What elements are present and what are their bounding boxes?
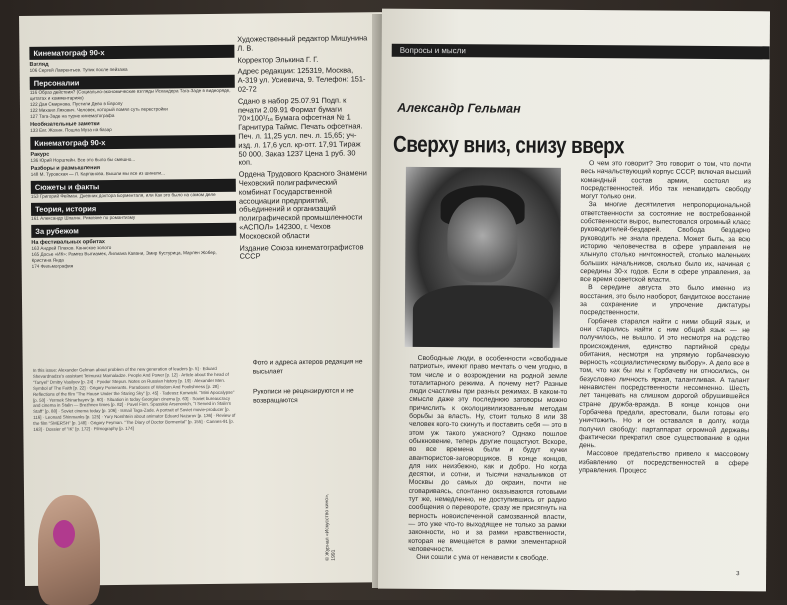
toc-entry: 174 Фильмография [31,263,74,269]
article-author: Александр Гельман [397,100,521,116]
toc-entry: 127 Тага-Заде на турне кинематографа [30,112,115,119]
imprint-line: Сдано в набор 25.07.91 Подп. к печати 2.09.91 Формат бумаги 70×100¹/₁₆ Бумага офсетная № 1 Гарнитура Таймс. Печать офсетная. Печ. л. 11,25 усл. печ. л. 15,65; уч-изд. л. 17,6 усл. кр-отт. 17,91 Тираж 50 000. Заказ 1237 Цена 1 руб. 30 коп. [237,95,363,168]
union-publisher: Издание Союза кинематографистов СССР [239,241,364,262]
paragraph: За многие десятилетия непропорциональной ответственности за состояние не востребованной собственности вырос, выпестовался огромный класс руководителей-бездарей. Свобода бездарно руководить не знала предела. Может быть, за всю историю человечества в сфере управления не хлынуло столько ничтожностей, столько маленьких больших начальников, сколько было их, начиная с середины 30-х годов. Если в сфере управления, за все время советской власти. [580,201,751,284]
paragraph: Горбачев старался найти с ними общий язык, и они старались найти с ним общий язык — не получилось, не вышло. И это несмотря на родство происхождения, единство партийной среды обитания, несмотря на упрямую горбачевскую верность «социалистическому выбору». А дело все в том, что как бы мы к Горбачеву ни относились, он безусловно личность яркая, талантливая. А талант ненавистен посредственности несомненно. Шесть лет танцевать на слишком дорогой обрушившейся стране дружба-вражда. В конце концов они Горбачева предали, арестовали, были готовы его уничтожить. Но и он оставался в долгу, когда получил свободу: партаппарат огромной державы фактически прекратил свое существование в одни день. [578,317,750,450]
rubric-bar: Вопросы и мысли [392,44,770,60]
toc-entry: 148 М. Туровская — Л. Карпанова. Вышли мы все из шинели... [30,170,165,177]
portrait-face [447,197,518,282]
thumb [38,495,100,605]
toc-section-heading: Кинематограф 90-х [30,135,235,150]
toc-section-heading: Теория, история [31,201,236,216]
paragraph: О чем это говорит? Это говорит о том, что почти весь начальствующий корпус СССР, включая высший командный состав армии, состоял из посредственностей. Ибо так ненавидеть свободу могут только они. [580,160,751,201]
imprint-line: Художественный редактор Мишунина Л. В. [237,33,368,53]
toc-entry: 122 Михаил Ляхович. Человек, который помял суть перестройки [29,106,168,113]
painted-thumbnail [53,520,75,548]
toc-subheading: Ракурс [30,151,50,158]
imprint-line: Адрес редакции: 125319, Москва, А-319 ул. Усиевича, 9. Телефон: 151-02-72 [237,65,366,94]
table-of-contents [29,42,236,270]
toc-entry: 116 Образ действия? (Социально-экономические взгляды Искандера Тага-Заде в видеоряде, цитатах и комментариях) [29,87,231,101]
toc-entry: 161 Александр Шпагин. Римляне по романтизму [31,214,136,221]
toc-section-heading: Сюжеты и факты [31,179,236,194]
toc-entry: 122 Дая Смирнова. Пустили Дево в Европу [29,100,123,107]
toc-subheading: Разборы и размышления [30,165,101,172]
english-contents: In this issue: Alexander Gelman about problem of the new generation of leaders [p. 5] · Eduard Shevardnadze's assistant Teimuraz Mamaladze. People And Power [p. 12] · Article about the head of "Tanyel" Dmitry Vasilyev [p. 24] · Fyodor Stepun. Notes on Russian history [p. 19] · Alexander Men. Symbol of The Faith [p. 22] · Grigory Pomerants. Paradoxes of Wisdom And Foolishness [p. 28] · Reflections of the film "The House Under the Staring Sky" [p. 45] · Tadeusz Konwicki. "Mini Apocalypse" [p. 50] · Yermek Shinarbayev [p. 60] · Situation in today Georgian cinema [p. 63] · Soviet bureaucracy and cinema in Stalin — Brezhnev times [p. 82] · Pavel Finn. Spasskie Arsenovich, "I Served in Stalin's Staff" [p. 88] · Soviet cinema today [p. 106] · Ismail Taga-Zade. A portrait of Soviet movie-producer [p. 116] · Leonard Shinmanks [p. 125] · Yury Norshtein about animator Eduard Nazarov [p. 136] · Review of the film "SMERSH" [p. 148] · Grigory Feyman. "The Diary of Doctor Bormental" [p. 155] · Cannes-91 [p. 163] · Dossier of "IK" [p. 172] · Filmography [p. 174] [32,365,236,432]
photo-note: Фото и адреса актеров редакция не высылает [252,358,363,376]
paragraph: Они сошли с ума от ненависти к свободе. [416,554,549,562]
copyright: © Журнал «Искусство кино», 1991 [324,493,337,561]
toc-section-heading: За рубежом [31,223,236,238]
paragraph: Массовое предательство привело к массовому избавлению от посредственностей в сфере управления. Процесс [578,450,749,475]
toc-entry: 165 Досье «ИК»: Рамгез Вытиамек, Лилиана Кавани, Эмир Кустурица, Марлен Жобер, Кристина Янда [31,249,217,263]
toc-subheading: Необязательные заметки [30,121,100,128]
article-title: Сверху вниз, снизу вверх [392,130,625,159]
article-column-left [408,355,567,564]
toc-entry: 133 Евг. Жохин. Пошла Муза на базар [30,127,112,133]
page-number-right: 3 [736,571,740,578]
editorial-notes [253,358,374,417]
imprint-line: Ордена Трудового Красного Знамени Чеховский полиграфический комбинат Государственной ассоциации предприятий, объединений и организаций полиграфической промышленности «АСПОЛ» 142300, г. Чехов Московской области [238,168,367,241]
toc-entry: 136 Юрий Норштейн. Все это было бы смешно... [30,156,136,163]
toc-entry: 163 Андрей Плахов. Каннское золото [31,245,112,251]
article-column-right [579,160,751,476]
portrait-shoulders [413,285,553,348]
right-page [378,9,770,592]
manuscript-note: Рукописи не рецензируются и не возвращаются [252,387,354,405]
toc-subheading: На фестивальных орбитах [31,239,106,246]
toc-section-heading: Персоналии [30,75,235,90]
author-portrait [405,167,561,348]
paragraph: В середине августа это было именно из восстания, это было наоборот, бандитское восстание за сохранение и упрочение диктатуры посредственности. [579,284,751,317]
toc-entry: 153 Григорий Фейман. Дневник доктора Борменталя, или Как это было на самом деле [30,191,216,199]
toc-subheading: Взгляд [29,61,49,68]
toc-entry: 106 Сергей Лаврентьев. Тупик после пейзажа [29,66,128,73]
toc-section-heading: Кинематограф 90-х [29,45,234,60]
paragraph: Свободные люди, в особенности «свободные патриоты», имеют право мечтать о чем угодно, в том числе и о возрождении на родной земле тоталитарного режима. А почему нет? Разные люди счастливы при разных режимах. В каком-то смысле даже эту последнюю заговоры можно причислить к околоцивилизованным методам борьбы за власть. Ну, стоит только 8 или 38 человек кого-то скинуть и поставить себя — это в этом уж такого ужасного? Однако пошлое обыкновение, теперь другие пощастуют. Вскоре, во все времена были и будут кучки авантюристов-заговорщиков. В конце концов, для них неизбежно, как и добро. Но когда десятки, и сотни, и тысячи начальников от Москвы до самых до окраин, почти не сговариваясь, спонтанно оказываются готовыми тут же, немедленно, не доступившись от радио сообщения о перевороте, сразу же присягнуть на верность новоиспеченной самозванной власти, — это уже что-то выходящее не только за рамки законности, но и за рамки нравственности, которая не вмещается в рамки элементарной человечности. [408,354,568,553]
imprint [237,34,369,264]
imprint-line: Корректор Элькина Г. Г. [237,54,319,65]
